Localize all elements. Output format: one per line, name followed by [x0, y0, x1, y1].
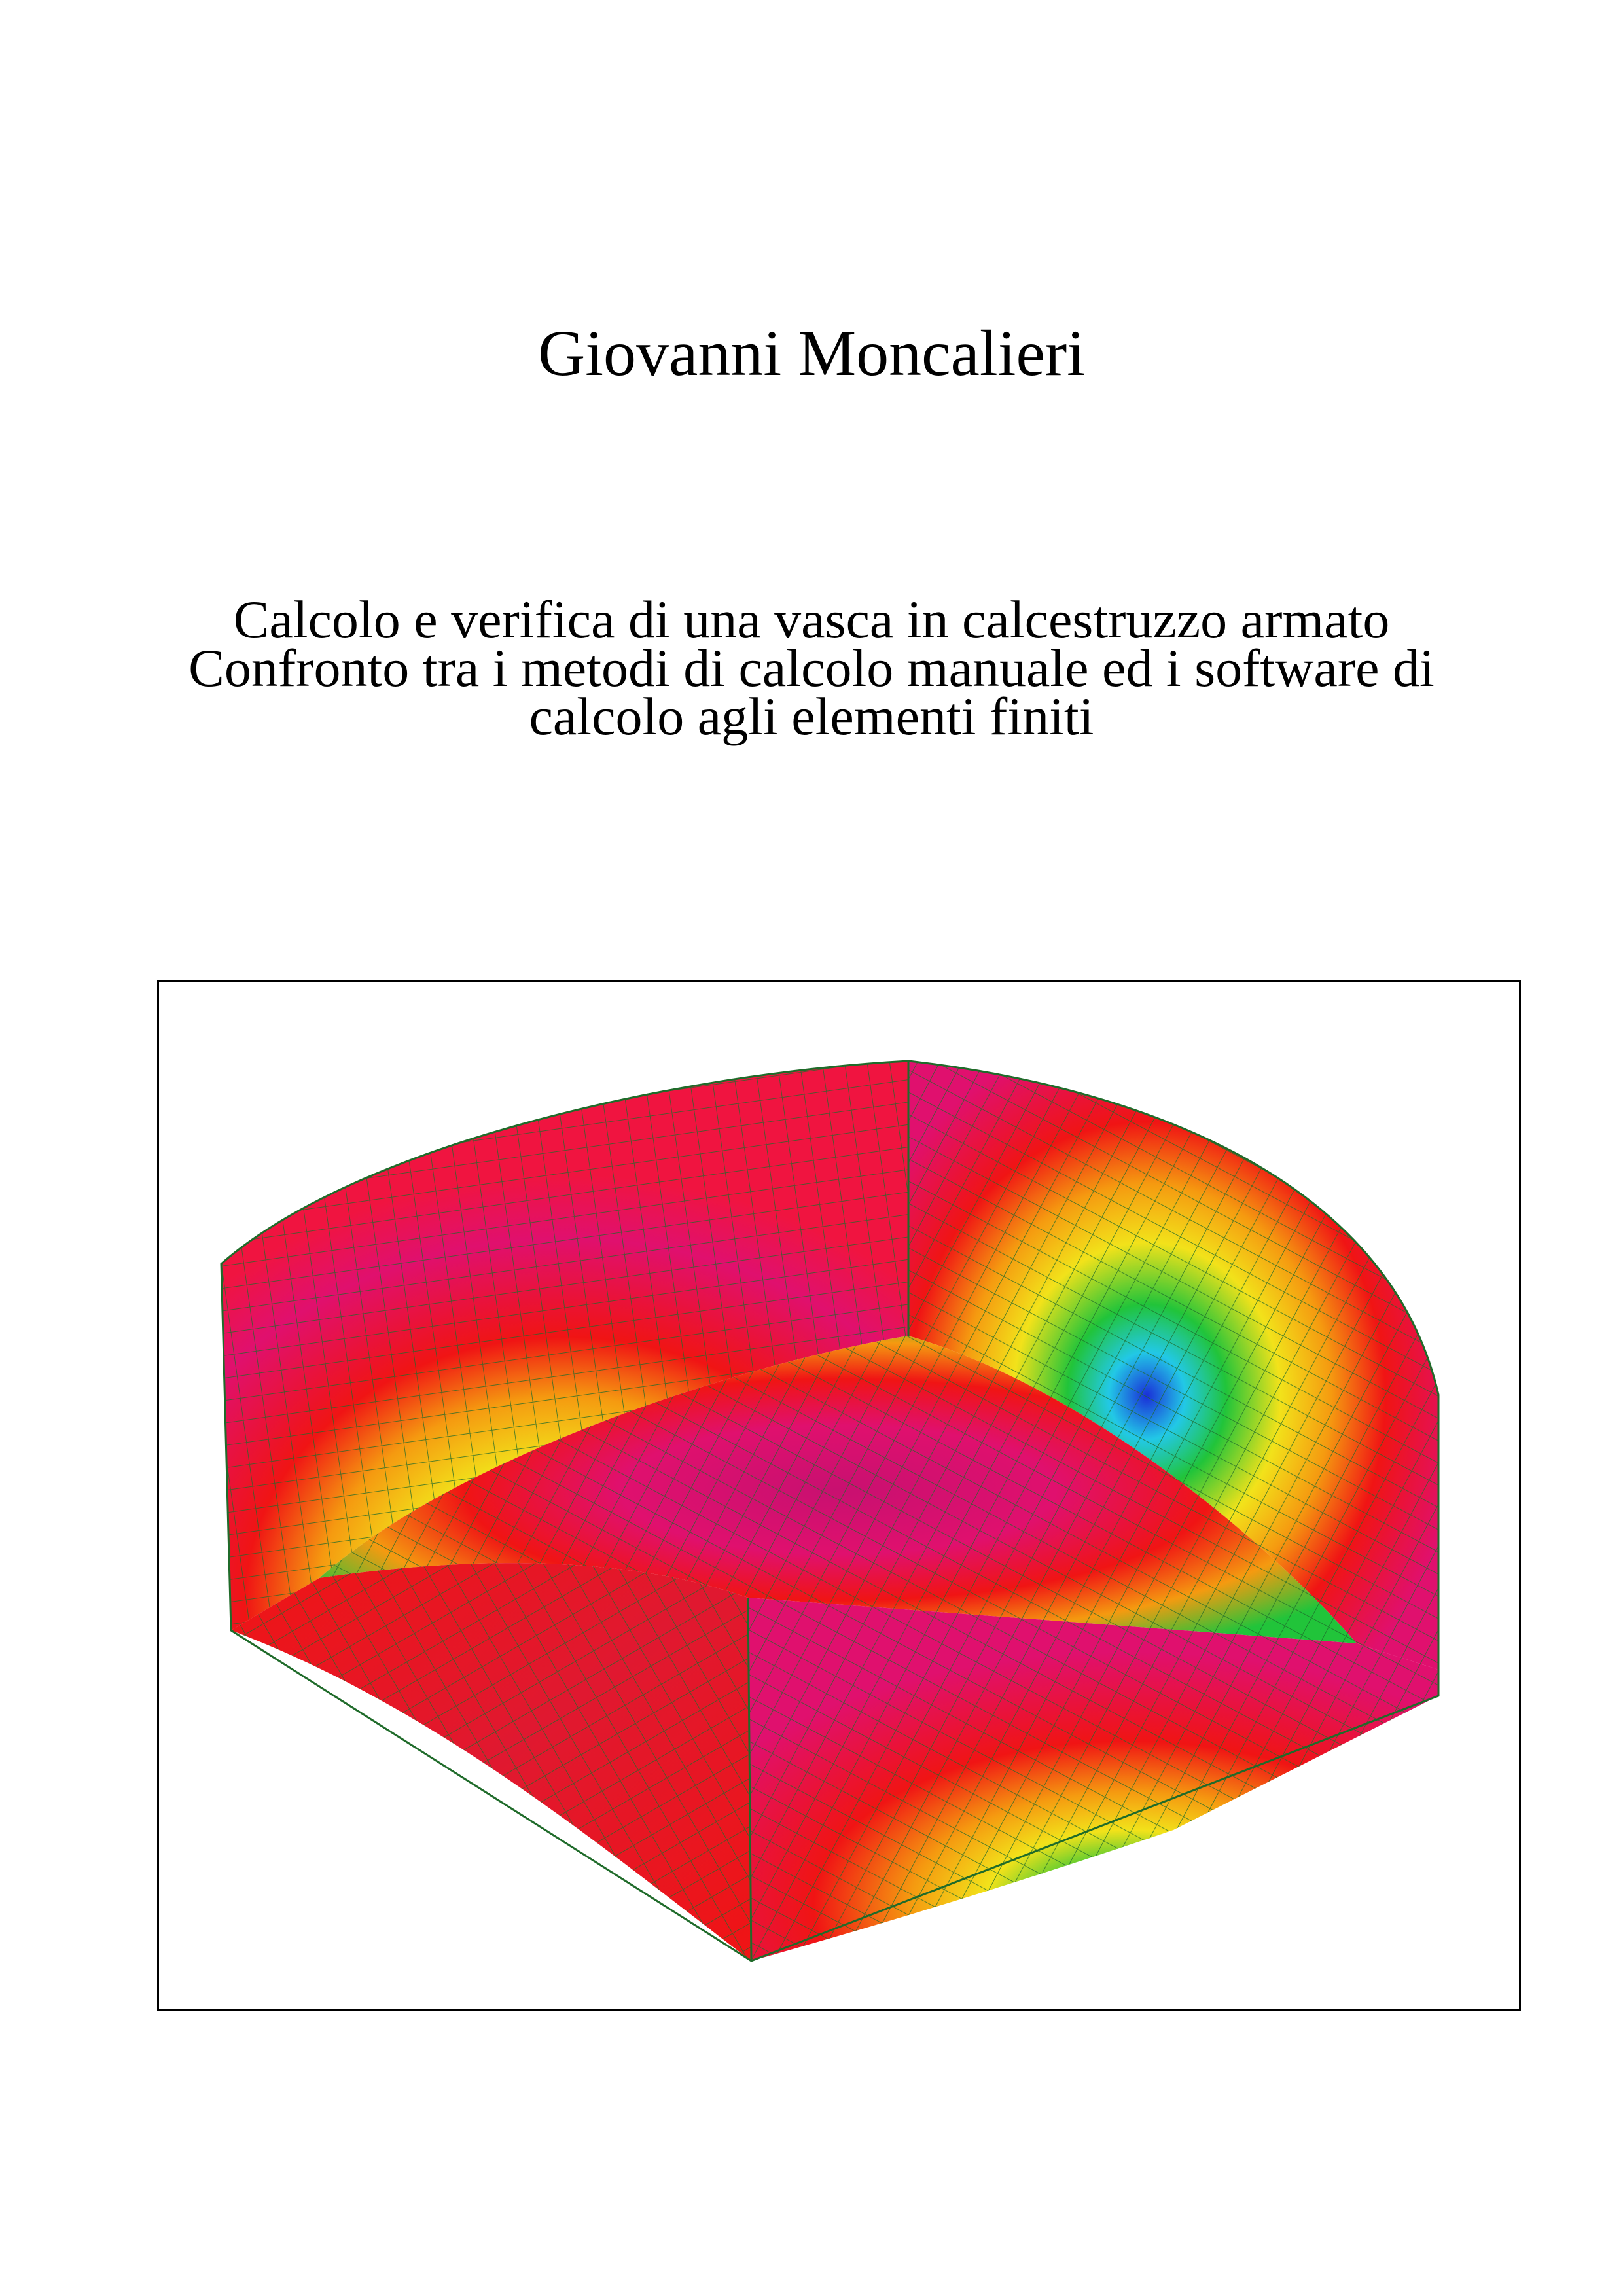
subtitle-line-3: calcolo agli elementi finiti: [529, 687, 1094, 746]
fem-tank-plot: [159, 982, 1519, 2009]
subtitle-line-1: Calcolo e verifica di una vasca in calcestruzzo armato: [233, 590, 1390, 649]
fem-figure-frame: [157, 980, 1521, 2011]
document-subtitle: [0, 590, 1623, 746]
author-name: Giovanni Moncalieri: [538, 317, 1085, 389]
subtitle-line-2: Confronto tra i metodi di calcolo manuale ed i software di: [188, 638, 1435, 698]
